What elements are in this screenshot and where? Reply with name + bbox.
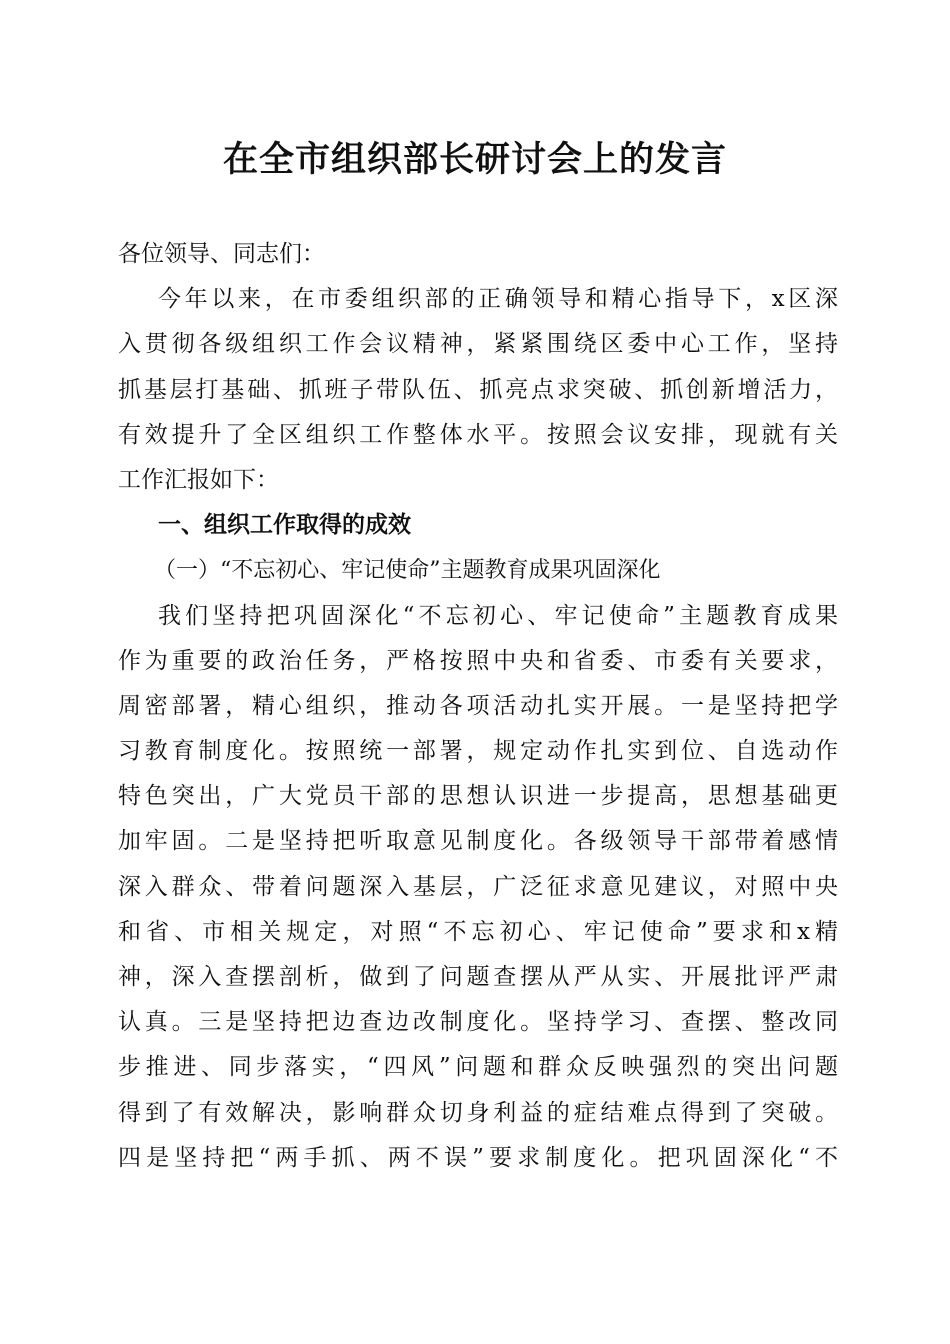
paragraph-line: 深入群众、带着问题深入基层，广泛征求意见建议，对照中央 bbox=[118, 873, 838, 900]
paragraph-line: 作为重要的政治任务，严格按照中央和省委、市委有关要求， bbox=[118, 647, 838, 674]
paragraph-line: 加牢固。二是坚持把听取意见制度化。各级领导干部带着感情 bbox=[118, 828, 838, 855]
document-title: 在全市组织部长研讨会上的发言 bbox=[222, 139, 727, 180]
paragraph-line: 四是坚持把“两手抓、两不误”要求制度化。把巩固深化“不 bbox=[118, 1144, 838, 1171]
paragraph-line: 得到了有效解决，影响群众切身利益的症结难点得到了突破。 bbox=[118, 1099, 838, 1126]
paragraph-line: 认真。三是坚持把边查边改制度化。坚持学习、查摆、整改同 bbox=[118, 1009, 838, 1036]
subsection-heading: （一）“不忘初心、牢记使命”主题教育成果巩固深化 bbox=[154, 558, 661, 584]
paragraph-line: 我们坚持把巩固深化“不忘初心、牢记使命”主题教育成果 bbox=[158, 602, 838, 629]
paragraph-line: 神，深入查摆剖析，做到了问题查摆从严从实、开展批评严肃 bbox=[118, 964, 838, 990]
document-body bbox=[118, 232, 838, 1181]
salutation: 各位领导、同志们： bbox=[118, 241, 325, 267]
intro-line: 有效提升了全区组织工作整体水平。按照会议安排，现就有关 bbox=[118, 421, 838, 448]
section-heading: 一、组织工作取得的成效 bbox=[158, 512, 411, 539]
paragraph-line: 周密部署，精心组织，推动各项活动扎实开展。一是坚持把学 bbox=[118, 692, 838, 719]
paragraph-line: 特色突出，广大党员干部的思想认识进一步提高，思想基础更 bbox=[118, 783, 838, 810]
intro-line: 工作汇报如下： bbox=[118, 466, 279, 493]
intro-line: 抓基层打基础、抓班子带队伍、抓亮点求突破、抓创新增活力， bbox=[118, 376, 838, 403]
intro-line: 今年以来，在市委组织部的正确领导和精心指导下，x区深 bbox=[158, 286, 838, 313]
intro-line: 入贯彻各级组织工作会议精神，紧紧围绕区委中心工作，坚持 bbox=[118, 331, 838, 358]
paragraph-line: 步推进、同步落实，“四风”问题和群众反映强烈的突出问题 bbox=[118, 1054, 838, 1081]
paragraph-line: 和省、市相关规定，对照“不忘初心、牢记使命”要求和x精 bbox=[118, 918, 838, 945]
paragraph-line: 习教育制度化。按照统一部署，规定动作扎实到位、自选动作 bbox=[118, 738, 838, 765]
